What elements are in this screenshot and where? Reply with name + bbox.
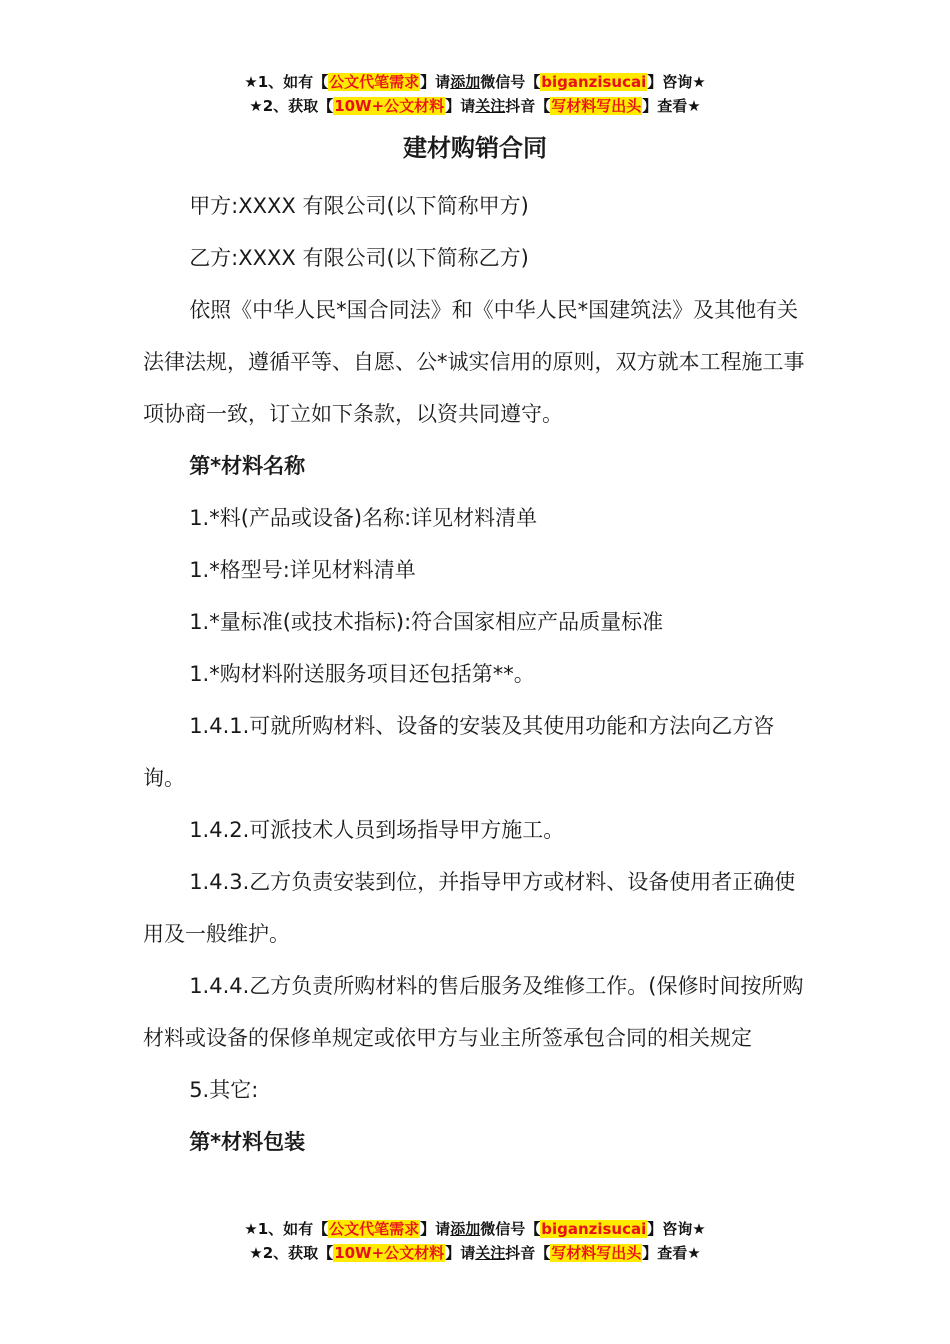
- banner-text: ★1、如有【: [244, 1220, 329, 1238]
- clause: 1.4.4.乙方负责所购材料的售后服务及维修工作。(保修时间按所购材料或设备的保修单规定或依甲方与业主所签承包合同的相关规定: [143, 974, 804, 1050]
- clause: 1.*料(产品或设备)名称:详见材料清单: [189, 506, 538, 530]
- banner-text: 】咨询★: [647, 1220, 706, 1238]
- document-title: 建材购销合同: [403, 134, 547, 162]
- banner-text: ★2、获取【: [249, 97, 334, 115]
- banner-underline: 关注: [475, 97, 506, 115]
- banner-underline: 添加: [450, 73, 481, 91]
- clause: 1.*量标准(或技术指标):符合国家相应产品质量标准: [189, 610, 664, 634]
- banner-text: 微信号【: [480, 73, 541, 91]
- banner-line-1: [0, 70, 950, 94]
- banner-underline: 添加: [450, 1220, 481, 1238]
- clause: 1.4.3.乙方负责安装到位，并指导甲方或材料、设备使用者正确使用及一般维护。: [143, 870, 796, 946]
- banner-highlight: 写材料写出头: [551, 1244, 642, 1262]
- banner-highlight: biganzisucai: [541, 73, 647, 91]
- document-body: [143, 180, 808, 1168]
- section-heading: 第*材料名称: [189, 454, 306, 478]
- preamble: 依照《中华人民*国合同法》和《中华人民*国建筑法》及其他有关法律法规，遵循平等、自愿、公*诚实信用的原则，双方就本工程施工事项协商一致，订立如下条款，以资共同遵守。: [143, 298, 805, 426]
- banner-text: 】咨询★: [647, 73, 706, 91]
- banner-text: ★2、获取【: [249, 1244, 334, 1262]
- banner-highlight: 写材料写出头: [551, 97, 642, 115]
- bottom-banner: [0, 1217, 950, 1265]
- banner-highlight: biganzisucai: [541, 1220, 647, 1238]
- section-heading: 第*材料包装: [189, 1130, 306, 1154]
- banner-highlight: 10W+公文材料: [334, 1244, 445, 1262]
- banner-text: 】查看★: [642, 97, 701, 115]
- clause: 1.*格型号:详见材料清单: [189, 558, 416, 582]
- banner-text: 】请: [420, 1220, 451, 1238]
- party-b: 乙方:XXXX 有限公司(以下简称乙方): [189, 246, 529, 270]
- banner-text: 微信号【: [480, 1220, 541, 1238]
- banner-highlight: 公文代笔需求: [329, 73, 420, 91]
- banner-highlight: 公文代笔需求: [329, 1220, 420, 1238]
- banner-text: 抖音【: [505, 1244, 551, 1262]
- banner-text: 】请: [445, 1244, 476, 1262]
- clause: 1.4.1.可就所购材料、设备的安装及其使用功能和方法向乙方咨询。: [143, 714, 775, 790]
- top-banner: [0, 70, 950, 118]
- banner-highlight: 10W+公文材料: [334, 97, 445, 115]
- banner-text: 】请: [420, 73, 451, 91]
- clause: 1.*购材料附送服务项目还包括第**。: [189, 662, 535, 686]
- banner-text: 】请: [445, 97, 476, 115]
- banner-text: 抖音【: [505, 97, 551, 115]
- party-a: 甲方:XXXX 有限公司(以下简称甲方): [189, 194, 529, 218]
- banner-line-2: [0, 94, 950, 118]
- banner-underline: 关注: [475, 1244, 506, 1262]
- clause: 5.其它:: [189, 1078, 259, 1102]
- banner-line-1: [0, 1217, 950, 1241]
- banner-text: 】查看★: [642, 1244, 701, 1262]
- banner-line-2: [0, 1241, 950, 1265]
- clause: 1.4.2.可派技术人员到场指导甲方施工。: [189, 818, 565, 842]
- banner-text: ★1、如有【: [244, 73, 329, 91]
